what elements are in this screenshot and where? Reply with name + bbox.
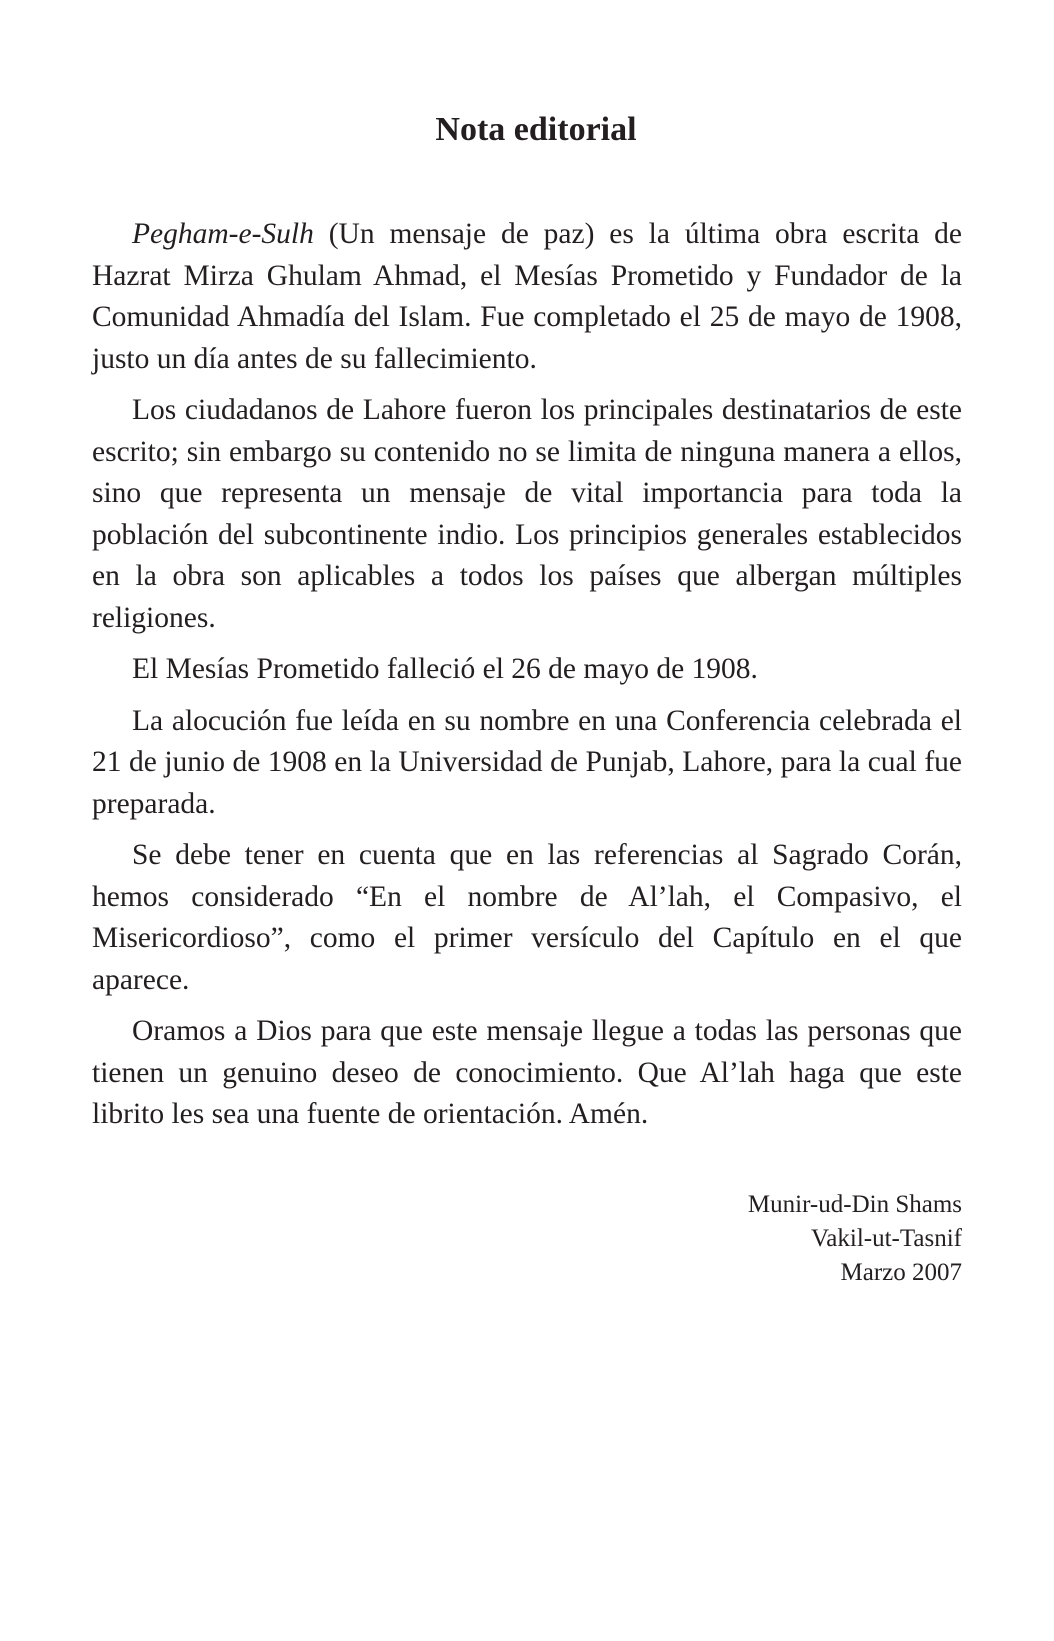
signature-name: Munir-ud-Din Shams bbox=[747, 1190, 962, 1218]
paragraph-6: Oramos a Dios para que este mensaje llegue a todas las personas que tienen un genuino deseo de conocimiento. Que Al’lah haga que este librito les sea una fuente de orientación. Amén. bbox=[92, 1015, 962, 1130]
signature-block bbox=[92, 1188, 962, 1290]
paragraph-4: La alocución fue leída en su nombre en una Conferencia celebrada el 21 de junio de 1908 en la Universidad de Punjab, Lahore, para la cual fue preparada. bbox=[92, 704, 962, 820]
signature-position: Vakil-ut-Tasnif bbox=[811, 1224, 962, 1252]
body-text bbox=[92, 214, 962, 1136]
signature-date: Marzo 2007 bbox=[840, 1258, 962, 1286]
paragraph-3: El Mesías Prometido falleció el 26 de mayo de 1908. bbox=[132, 653, 758, 685]
paragraph-1 bbox=[92, 214, 962, 380]
work-title: Pegham-e-Sulh bbox=[132, 218, 314, 250]
paragraph-1-text: (Un mensaje de paz) es la última obra escrita de Hazrat Mirza Ghulam Ahmad, el Mesías Prometido y Fundador de la Comunidad Ahmadía del Islam. Fue completado el 25 de mayo de 1908, justo un día antes de su fallecimiento. bbox=[92, 218, 962, 375]
paragraph-2: Los ciudadanos de Lahore fueron los principales destinatarios de este escrito; sin embargo su contenido no se limita de ninguna manera a ellos, sino que representa un mensaje de vital importancia para toda la población del subcontinente indio. Los principios generales establecidos en la obra son aplicables a todos los países que albergan múltiples religiones. bbox=[92, 394, 962, 634]
page-title: Nota editorial bbox=[435, 111, 637, 148]
paragraph-5: Se debe tener en cuenta que en las referencias al Sagrado Corán, hemos considerado “En el nombre de Al’lah, el Compasivo, el Misericordioso”, como el primer versículo del Capítulo en el que aparece. bbox=[92, 839, 962, 996]
